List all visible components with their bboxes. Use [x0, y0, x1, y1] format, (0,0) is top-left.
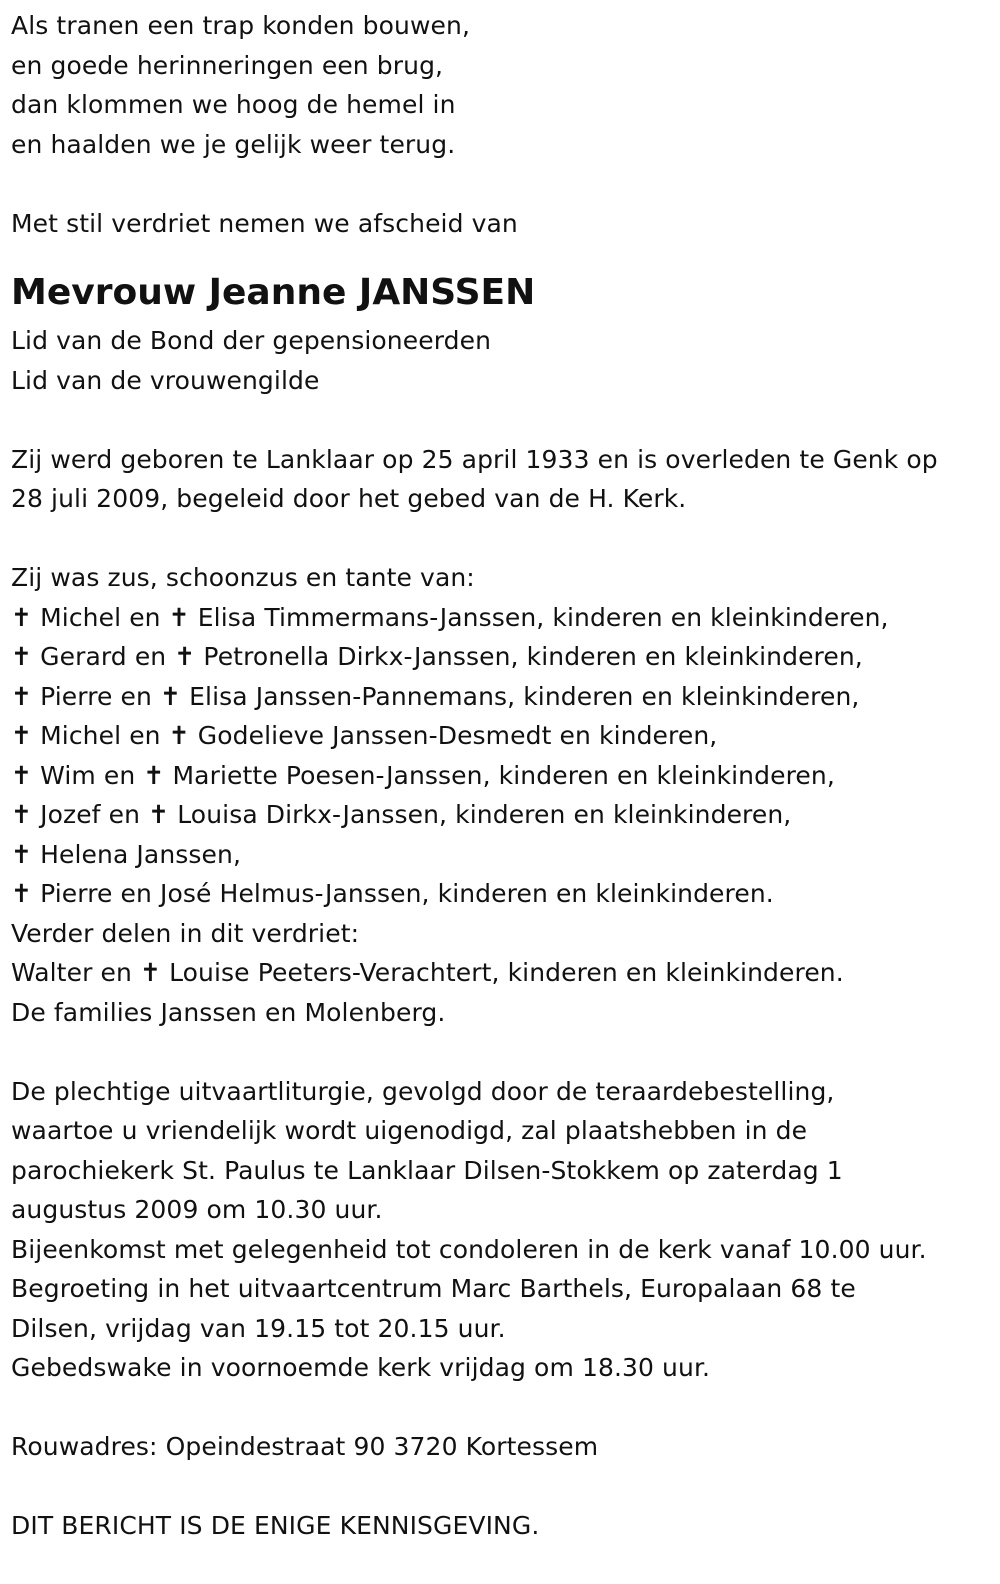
- ceremony-line: parochiekerk St. Paulus te Lanklaar Dilsen-Stokkem op zaterdag 1: [11, 1155, 843, 1185]
- family-line: [11, 716, 991, 756]
- cross-icon: ✝: [143, 760, 165, 790]
- family-intro: Zij was zus, schoonzus en tante van:: [11, 563, 475, 592]
- cross-icon: ✝: [168, 721, 190, 750]
- poem-line: dan klommen we hoog de hemel in: [11, 90, 456, 119]
- poem: [11, 6, 991, 164]
- ceremony-line: Begroeting in het uitvaartcentrum Marc Barthels, Europalaan 68 te: [11, 1274, 856, 1303]
- poem-line: en goede herinneringen een brug,: [11, 50, 444, 80]
- family-text: Petronella Dirkx-Janssen, kinderen en kleinkinderen,: [203, 642, 863, 671]
- cross-icon: ✝: [11, 839, 33, 869]
- cross-icon: ✝: [11, 800, 33, 829]
- family-line: [11, 795, 991, 835]
- membership-line: Lid van de Bond der gepensioneerden: [11, 326, 492, 355]
- family-text: Pierre en: [40, 681, 161, 711]
- ceremony-line: Dilsen, vrijdag van 19.15 tot 20.15 uur.: [11, 1313, 506, 1343]
- mourning-address: Rouwadres: Opeindestraat 90 3720 Kortessem: [11, 1432, 599, 1461]
- family-line: [11, 874, 991, 914]
- closing-statement: DIT BERICHT IS DE ENIGE KENNISGEVING.: [11, 1511, 540, 1540]
- cross-icon: ✝: [11, 760, 33, 790]
- birth-death-line: Zij werd geboren te Lanklaar op 25 april 1933 en is overleden te Genk op: [11, 444, 938, 474]
- death-notice: [11, 6, 991, 1546]
- cross-icon: ✝: [148, 800, 170, 829]
- membership-line: Lid van de vrouwengilde: [11, 365, 320, 395]
- family-text: Helena Janssen,: [40, 839, 241, 869]
- cross-icon: ✝: [11, 642, 33, 671]
- cross-icon: ✝: [160, 681, 182, 711]
- ceremony-line: Bijeenkomst met gelegenheid tot condoleren in de kerk vanaf 10.00 uur.: [11, 1234, 927, 1264]
- family-text: Louisa Dirkx-Janssen, kinderen en kleinkinderen,: [177, 800, 792, 829]
- family-text: Gerard en: [40, 642, 175, 671]
- family-text: Godelieve Janssen-Desmedt en kinderen,: [197, 721, 718, 750]
- family-line: [11, 598, 991, 638]
- also-sharing-line: [11, 953, 991, 993]
- family-line: [11, 756, 991, 796]
- family-list: [11, 598, 991, 914]
- families-line: De families Janssen en Molenberg.: [11, 997, 446, 1027]
- ceremony-line: Gebedswake in voornoemde kerk vrijdag om 18.30 uur.: [11, 1353, 711, 1382]
- family-text: Elisa Timmermans-Janssen, kinderen en kleinkinderen,: [197, 602, 889, 632]
- family-text: Michel en: [40, 721, 169, 750]
- cross-icon: ✝: [139, 958, 162, 987]
- family-text: Elisa Janssen-Pannemans, kinderen en kleinkinderen,: [189, 681, 860, 711]
- cross-icon: ✝: [174, 642, 196, 671]
- poem-line: en haalden we je gelijk weer terug.: [11, 129, 456, 159]
- poem-line: Als tranen een trap konden bouwen,: [11, 11, 471, 40]
- cross-icon: ✝: [11, 681, 33, 711]
- family-text: Jozef en: [40, 800, 149, 829]
- cross-icon: ✝: [11, 879, 33, 908]
- cross-icon: ✝: [168, 602, 190, 632]
- birth-death-line: 28 juli 2009, begeleid door het gebed van de H. Kerk.: [11, 484, 687, 513]
- family-text: Louise Peeters-Verachtert, kinderen en kleinkinderen.: [169, 958, 844, 987]
- family-line: [11, 835, 991, 875]
- family-text: Pierre en José Helmus-Janssen, kinderen en kleinkinderen.: [40, 879, 774, 908]
- ceremony-line: augustus 2009 om 10.30 uur.: [11, 1195, 383, 1224]
- cross-icon: ✝: [11, 602, 33, 632]
- family-text: Wim en: [40, 760, 144, 790]
- cross-icon: ✝: [11, 721, 33, 750]
- family-text: Michel en: [40, 602, 169, 632]
- family-text: Walter en: [11, 958, 140, 987]
- also-sharing-intro: Verder delen in dit verdriet:: [11, 918, 360, 948]
- ceremony-info: [11, 1072, 991, 1388]
- ceremony-line: De plechtige uitvaartliturgie, gevolgd door de teraardebestelling,: [11, 1076, 835, 1106]
- intro-text: Met stil verdriet nemen we afscheid van: [11, 208, 518, 238]
- ceremony-line: waartoe u vriendelijk wordt uigenodigd, zal plaatshebben in de: [11, 1116, 808, 1145]
- family-line: [11, 637, 991, 677]
- deceased-name: Mevrouw Jeanne JANSSEN: [11, 272, 536, 313]
- family-text: Mariette Poesen-Janssen, kinderen en kleinkinderen,: [172, 760, 835, 790]
- family-line: [11, 677, 991, 717]
